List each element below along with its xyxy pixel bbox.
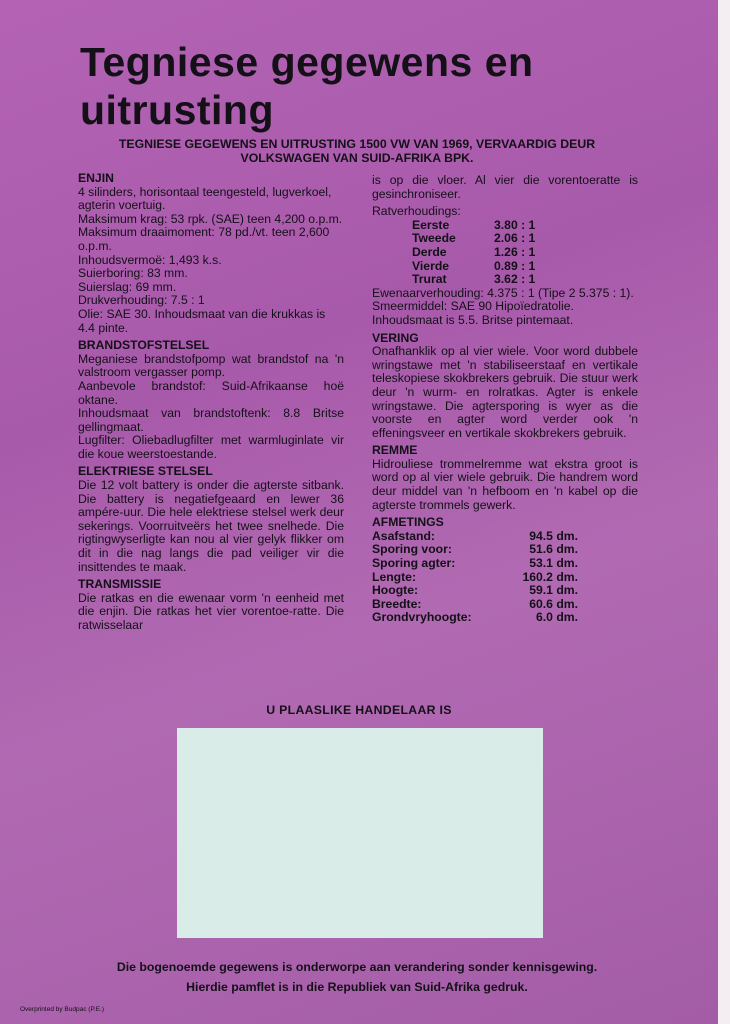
brakes-text: Hidrouliese trommelremme wat ekstra groot is word op al vier wiele gebruik. Die handrem word deur middel van 'n hefboom en 'n kabel op die agterste trommels gewerk. <box>372 456 638 512</box>
footer-disclaimer: Die bogenoemde gegewens is onderworpe aan verandering sonder kennisgewing. <box>116 960 598 974</box>
transmission-text: Die ratkas en die ewenaar vorm 'n eenheid met die enjin. Die ratkas het vier vorentoe-ratte. Die ratwisselaar <box>78 590 344 632</box>
transmission-continued: is op die vloer. Al vier die vorentoeratte is gesinchroniseer. <box>372 173 638 201</box>
suspension-heading: VERING <box>372 330 419 345</box>
gear-ratio-table <box>372 219 554 287</box>
paper-edge <box>718 0 730 1024</box>
electrical-text: Die 12 volt battery is onder die agterste sitbank. Die battery is negatiefgeaard en lewer 36 ampére-uur. Die hele elektriese stelsel werk deur sekerings. Voorruitveërs het twee snelhede. Die rigtingwyserligte kan nou al vier gelyk flikker om dit in die nag langs die pad veiliger vir die insittendes te maak. <box>78 478 344 574</box>
footer-printed-in: Hierdie pamflet is in die Republiek van Suid-Afrika gedruk. <box>186 980 528 994</box>
engine-line: 4 silinders, horisontaal teengesteld, lugverkoel, agterin voertuig. <box>78 184 332 213</box>
table-row: Derde 1.26 : 1 <box>412 244 536 259</box>
table-row: Sporing voor: 51.6 dm. <box>372 542 578 557</box>
dimensions-heading: AFMETINGS <box>372 515 444 530</box>
fuel-line: Inhoudsmaat van brandstoftenk: 8.8 Britse gellingmaat. <box>78 406 344 434</box>
fuel-heading: BRANDSTOFSTELSEL <box>78 338 210 353</box>
page-subtitle: TEGNIESE GEGEWENS EN UITRUSTING 1500 VW VAN 1969, VERVAARDIG DEUR VOLKSWAGEN VAN SUID-AFRIKA BPK. <box>118 137 596 165</box>
brakes-heading: REMME <box>372 443 418 458</box>
printer-credit: Overprinted by Budpac (P.E.) <box>20 1006 105 1013</box>
table-row: Sporing agter: 53.1 dm. <box>372 556 578 571</box>
table-row: Breedte: 60.6 dm. <box>372 596 578 611</box>
engine-line: Olie: SAE 30. Inhoudsmaat van die krukkas is 4.4 pinte. <box>78 306 326 335</box>
engine-line: Suierboring: 83 mm. <box>78 266 188 281</box>
engine-line: Drukverhouding: 7.5 : 1 <box>78 293 205 308</box>
dealer-stamp-area <box>177 728 543 938</box>
table-row: Tweede 2.06 : 1 <box>412 231 536 246</box>
transmission-heading: TRANSMISSIE <box>78 577 162 592</box>
fuel-line: Meganiese brandstofpomp wat brandstof na 'n valstroom vergasser pomp. <box>78 351 344 380</box>
page-title: Tegniese gegewens en uitrusting <box>80 39 534 133</box>
engine-line: Suierslag: 69 mm. <box>78 279 177 294</box>
dealer-label: U PLAASLIKE HANDELAAR IS <box>266 703 452 717</box>
fuel-line: Lugfilter: Oliebadlugfilter met warmluginlate vir die koue weerstoestande. <box>78 433 344 461</box>
engine-heading: ENJIN <box>78 171 114 185</box>
table-row: Vierde 0.89 : 1 <box>412 258 536 273</box>
table-row: Eerste 3.80 : 1 <box>412 217 536 232</box>
table-row: Trurat 3.62 : 1 <box>412 272 536 287</box>
suspension-text: Onafhanklik op al vier wiele. Voor word dubbele wringstawe met 'n stabiliseerstaaf en vertikale teleskopiese skokbrekers gebruik. Die stuur werk deur 'n wurm- en rolratkas. Agter is enkele wringstawe. Die agtersporing is wyer as die voorste en agter word verder ook 'n effeningsveer en vertikale skokbrekers gebruik. <box>372 344 638 440</box>
dimensions-table <box>372 530 578 625</box>
left-column <box>78 172 344 633</box>
lubricant-capacity: Inhoudsmaat is 5.5. Britse pintemaat. <box>372 312 574 327</box>
right-column <box>372 174 638 625</box>
engine-line: Inhoudsvermoë: 1,493 k.s. <box>78 252 222 267</box>
electrical-heading: ELEKTRIESE STELSEL <box>78 464 213 479</box>
table-row: Grondvryhoogte: 6.0 dm. <box>372 610 578 625</box>
table-row: Asafstand: 94.5 dm. <box>372 528 578 543</box>
engine-line: Maksimum draaimoment: 78 pd./vt. teen 2,600 o.p.m. <box>78 225 330 253</box>
fuel-line: Aanbevole brandstof: Suid-Afrikaanse hoë oktane. <box>78 378 344 407</box>
ratios-label: Ratverhoudings: <box>372 204 461 219</box>
diff-ratio: Ewenaarverhouding: 4.375 : 1 (Tipe 2 5.375 : 1). <box>372 285 634 300</box>
engine-line: Maksimum krag: 53 rpk. (SAE) teen 4,200 o.p.m. <box>78 211 343 226</box>
table-row: Hoogte: 59.1 dm. <box>372 583 578 598</box>
table-row: Lengte: 160.2 dm. <box>372 569 578 584</box>
lubricant: Smeermiddel: SAE 90 Hipoïedratolie. <box>372 299 574 314</box>
